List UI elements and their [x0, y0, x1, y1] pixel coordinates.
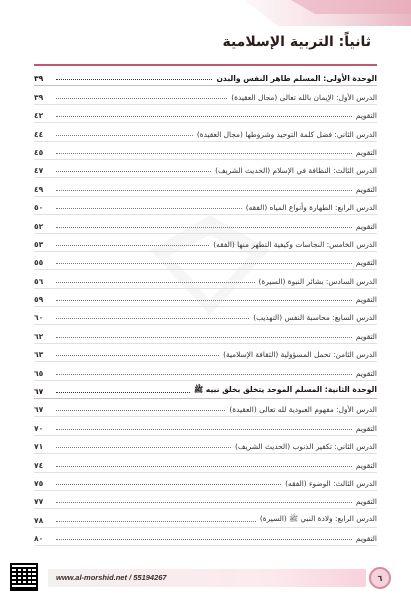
- toc-leader-dots: [56, 262, 352, 264]
- toc-row[interactable]: [34, 454, 377, 472]
- toc-row-page: ٤٩: [34, 184, 44, 194]
- toc-row-label: الدرس الرابع: ولادة النبي ﷺ (السيرة): [259, 513, 377, 523]
- toc-row-page: ٧٠: [34, 423, 44, 433]
- toc-leader-dots: [56, 465, 352, 467]
- toc-row[interactable]: [34, 197, 377, 215]
- toc-leader-dots: [56, 538, 352, 540]
- toc-row-page: ٤٤: [34, 129, 44, 139]
- toc-row-label: التقويم: [355, 368, 377, 378]
- toc-row[interactable]: [34, 234, 377, 252]
- toc-leader-dots: [56, 501, 352, 503]
- toc-row-page: ٦٢: [34, 331, 44, 341]
- toc-row-label: الدرس السادس: بشائر النبوة (السيرة): [258, 276, 377, 286]
- toc-row-page: ٧١: [34, 442, 44, 452]
- toc-leader-dots: [56, 97, 227, 99]
- toc-row-page: ٥٩: [34, 295, 44, 305]
- toc-row-page: ٥٥: [34, 258, 44, 268]
- toc-unit-row[interactable]: [34, 381, 377, 399]
- toc-row-page: ٧٥: [34, 478, 44, 488]
- toc-row[interactable]: [34, 491, 377, 509]
- toc-row-label: الدرس الثامن: تحمل المسؤولية (الثقافة الإسلامية): [223, 350, 377, 360]
- toc-row-page: ٥٦: [34, 276, 44, 286]
- toc-leader-dots: [56, 78, 212, 80]
- toc-row-page: ٨٠: [34, 534, 44, 544]
- footer-website[interactable]: www.al-morshid.net / 55194267: [56, 573, 167, 582]
- toc-leader-dots: [56, 170, 211, 172]
- toc-leader-dots: [56, 207, 242, 209]
- page-title: ثانياً: التربية الإسلامية: [222, 34, 371, 50]
- toc-row-label: الدرس الأول: الإيمان بالله تعالى (مجال العقيدة): [231, 92, 377, 102]
- toc-row[interactable]: [34, 215, 377, 233]
- toc-row-page: ٥٣: [34, 239, 44, 249]
- toc-row-label: الدرس الثالث: الوضوء (الفقه): [285, 478, 377, 488]
- toc-row-page: ٧٤: [34, 460, 44, 470]
- toc-row[interactable]: [34, 178, 377, 196]
- toc-row-label: الوحدة الأولى: المسلم طاهر النفس والبدن: [216, 74, 377, 84]
- toc-row-label: التقويم: [355, 184, 377, 194]
- toc-row-page: ٦٣: [34, 350, 44, 360]
- toc-row[interactable]: [34, 307, 377, 325]
- toc-leader-dots: [56, 115, 352, 117]
- toc-row-page: ٤٧: [34, 166, 44, 176]
- toc-row-label: التقويم: [355, 111, 377, 121]
- toc-row[interactable]: [34, 123, 377, 141]
- toc-row[interactable]: [34, 142, 377, 160]
- toc-leader-dots: [56, 299, 352, 301]
- toc-row-label: الدرس الخامس: النجاسات وكيفية التطهر منها (الفقه): [213, 239, 377, 249]
- toc-leader-dots: [56, 446, 231, 448]
- toc-row[interactable]: [34, 473, 377, 491]
- toc-row-label: التقويم: [355, 331, 377, 341]
- toc-row[interactable]: [34, 436, 377, 454]
- toc-row[interactable]: [34, 509, 377, 527]
- toc-leader-dots: [56, 134, 193, 136]
- toc-row-label: الدرس الثالث: النظافة في الإسلام (الحديث الشريف): [215, 166, 377, 176]
- toc-leader-dots: [56, 391, 190, 393]
- toc-row-page: ٤٥: [34, 147, 44, 157]
- toc-row[interactable]: [34, 399, 377, 417]
- toc-leader-dots: [56, 189, 352, 191]
- toc-leader-dots: [56, 409, 225, 411]
- toc-row-label: التقويم: [355, 460, 377, 470]
- toc-row-page: ٦٧: [34, 405, 44, 415]
- toc-row-label: الدرس الأول: مفهوم العبودية لله تعالى (العقيدة): [229, 405, 377, 415]
- page-number: ٦: [369, 567, 391, 589]
- toc-row-label: التقويم: [355, 147, 377, 157]
- toc-row[interactable]: [34, 86, 377, 104]
- toc-row-page: ٦٠: [34, 313, 44, 323]
- toc-leader-dots: [56, 483, 281, 485]
- table-of-contents: [34, 68, 377, 546]
- toc-leader-dots: [56, 520, 256, 522]
- title-divider: [34, 64, 377, 66]
- toc-row-page: ٣٩: [34, 74, 44, 84]
- toc-row-label: التقويم: [355, 258, 377, 268]
- toc-row[interactable]: [34, 417, 377, 435]
- toc-row[interactable]: [34, 160, 377, 178]
- toc-leader-dots: [56, 244, 209, 246]
- toc-row-page: ٣٩: [34, 92, 44, 102]
- toc-row-page: ٥٠: [34, 203, 44, 213]
- toc-row-label: التقويم: [355, 497, 377, 507]
- toc-row-label: الدرس الرابع: الطهارة وأنواع المياه (الفقه): [245, 203, 377, 213]
- toc-leader-dots: [56, 373, 352, 375]
- toc-row-label: التقويم: [355, 221, 377, 231]
- toc-row-page: ٦٧: [34, 387, 44, 397]
- toc-unit-row[interactable]: [34, 68, 377, 86]
- toc-row-page: ٧٧: [34, 497, 44, 507]
- toc-row[interactable]: [34, 344, 377, 362]
- toc-row[interactable]: [34, 252, 377, 270]
- toc-leader-dots: [56, 317, 249, 319]
- toc-row-label: التقويم: [355, 423, 377, 433]
- toc-leader-dots: [56, 354, 219, 356]
- toc-row[interactable]: [34, 270, 377, 288]
- qr-code: [10, 563, 38, 591]
- toc-leader-dots: [56, 281, 255, 283]
- toc-row-page: ٧٨: [34, 515, 44, 525]
- toc-row-page: ٦٥: [34, 368, 44, 378]
- toc-row-label: التقويم: [355, 295, 377, 305]
- toc-row-label: الدرس الثاني: فضل كلمة التوحيد وشروطها (مجال العقيدة): [196, 129, 377, 139]
- toc-row-label: الدرس السابع: محاسبة النفس (التهذيب): [253, 313, 377, 323]
- toc-leader-dots: [56, 428, 352, 430]
- toc-row-label: التقويم: [355, 534, 377, 544]
- toc-row-label: الوحدة الثانية: المسلم الموحد يتخلق بخلق نبيه ﷺ: [193, 385, 377, 395]
- toc-leader-dots: [56, 152, 352, 154]
- toc-row[interactable]: [34, 289, 377, 307]
- toc-row-page: ٤٢: [34, 111, 44, 121]
- toc-row[interactable]: [34, 325, 377, 343]
- toc-row-label: الدرس الثاني: تكفير الذنوب (الحديث الشريف): [235, 442, 377, 452]
- toc-leader-dots: [56, 336, 352, 338]
- toc-row[interactable]: [34, 528, 377, 546]
- toc-row-page: ٥٢: [34, 221, 44, 231]
- toc-row[interactable]: [34, 362, 377, 380]
- toc-row[interactable]: [34, 105, 377, 123]
- toc-leader-dots: [56, 226, 352, 228]
